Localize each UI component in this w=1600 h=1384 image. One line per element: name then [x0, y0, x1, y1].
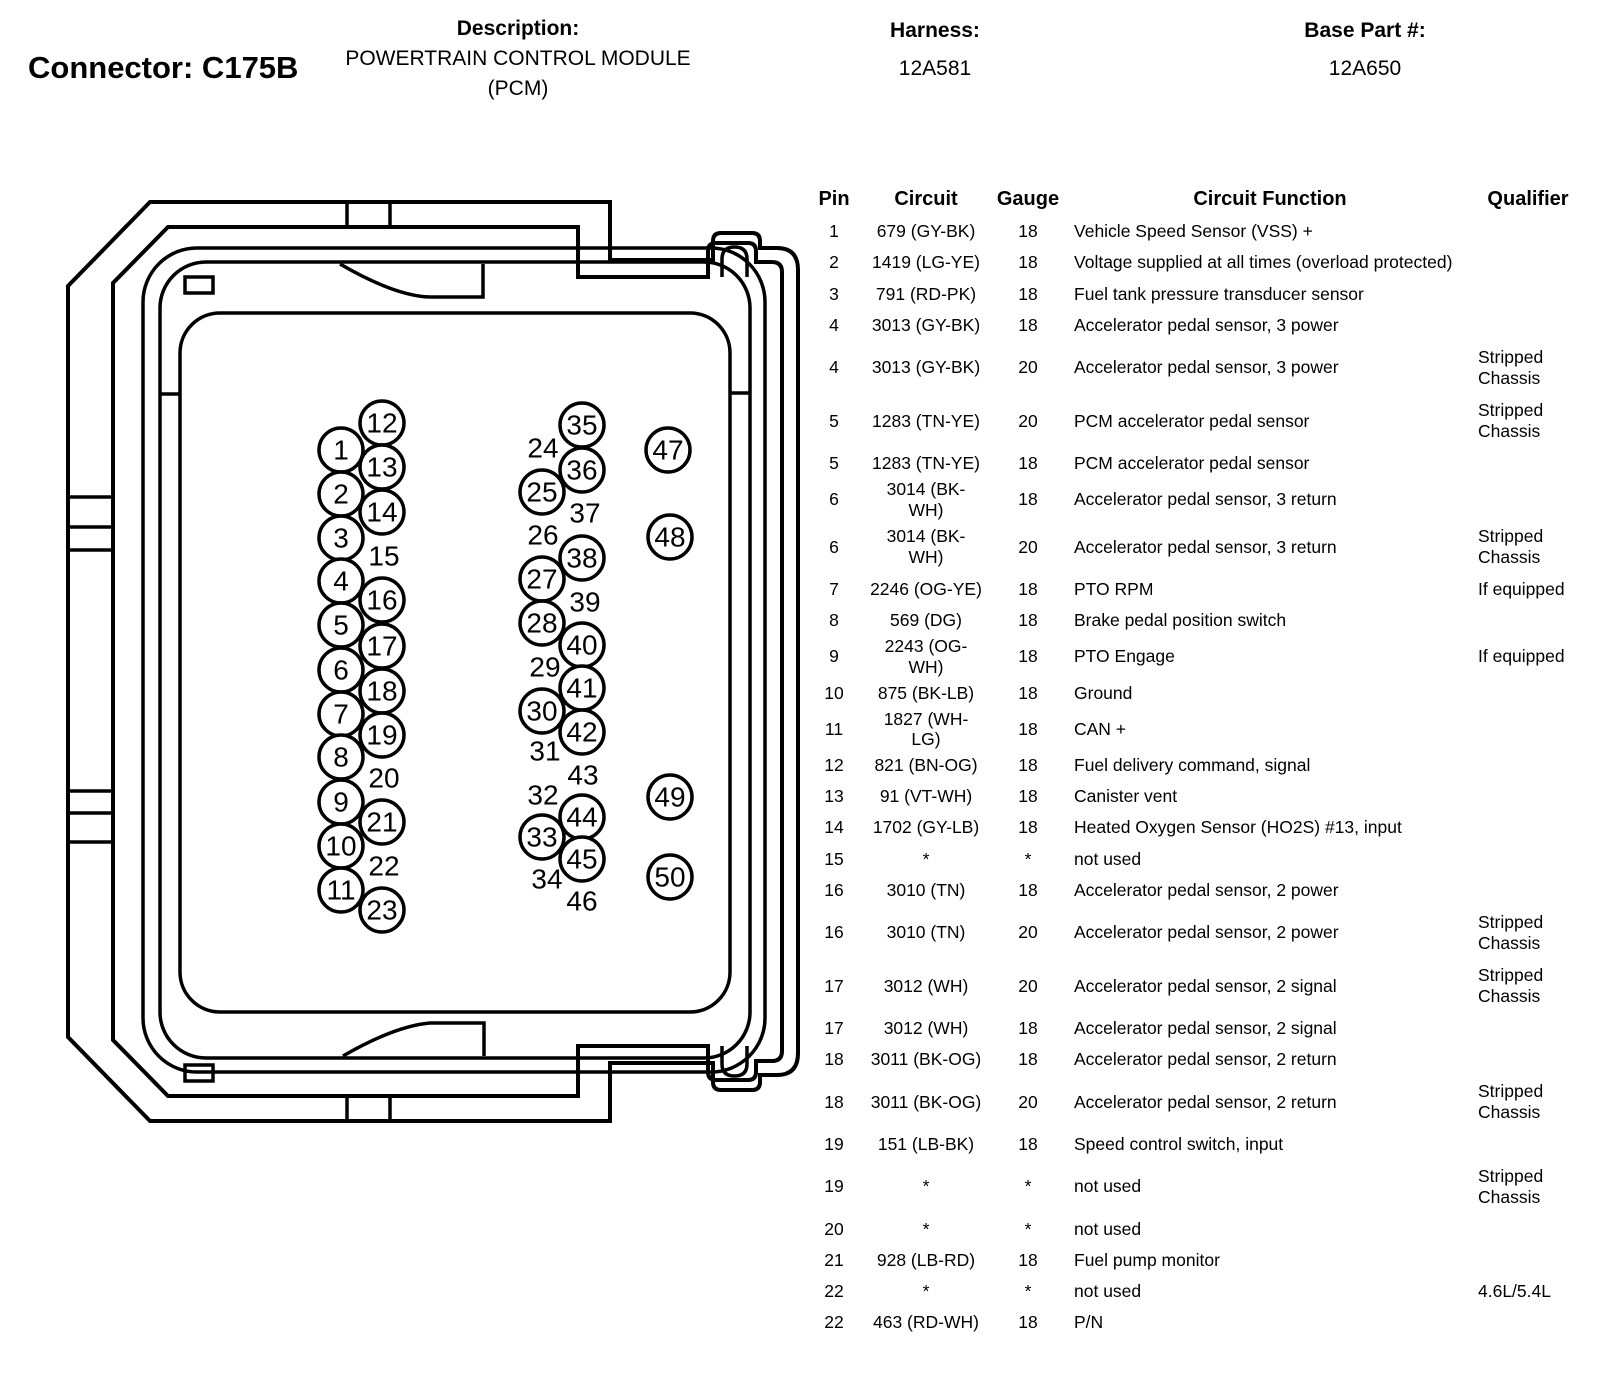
pin-number: 15 — [368, 540, 400, 572]
cell-pin: 5 — [829, 453, 839, 474]
cell-gauge: * — [1024, 1176, 1032, 1197]
table-row — [798, 520, 1600, 574]
pin-number: 11 — [326, 874, 356, 906]
column-header-circuit: Circuit — [894, 188, 958, 210]
pin-number: 46 — [566, 885, 598, 917]
cell-function: Speed control switch, input — [1074, 1133, 1284, 1154]
cell-gauge: 18 — [1018, 1312, 1038, 1333]
table-row — [798, 574, 1600, 605]
cell-function: Accelerator pedal sensor, 2 power — [1074, 922, 1339, 943]
key-pocket-top — [340, 264, 483, 297]
cell-circuit: 569 (DG) — [890, 610, 962, 631]
cell-gauge: 20 — [1018, 975, 1038, 996]
cell-pin: 6 — [829, 489, 839, 510]
connector-title: Connector: C175B — [28, 50, 299, 85]
pin-number: 18 — [366, 675, 398, 707]
pin-table-body — [798, 216, 1600, 1338]
table-row — [798, 247, 1600, 278]
cell-gauge: 20 — [1018, 410, 1038, 431]
pin-number: 10 — [325, 830, 357, 862]
column-header-pin: Pin — [818, 188, 850, 210]
cell-function: Fuel pump monitor — [1074, 1249, 1220, 1270]
table-row — [798, 1013, 1600, 1044]
pin-number: 22 — [368, 850, 400, 882]
cell-function: Accelerator pedal sensor, 2 signal — [1074, 1018, 1337, 1039]
cell-gauge: 18 — [1018, 755, 1038, 776]
table-row — [798, 479, 1600, 520]
cell-pin: 22 — [824, 1280, 844, 1301]
cell-qualifier: If equipped — [1478, 578, 1565, 599]
cell-pin: 17 — [824, 1018, 844, 1039]
cell-pin: 10 — [824, 682, 844, 703]
table-row — [798, 843, 1600, 874]
pin-table — [798, 183, 1600, 1338]
shell-inner — [160, 262, 750, 1058]
table-row — [798, 636, 1600, 677]
cell-pin: 7 — [829, 578, 839, 599]
pin-number: 50 — [654, 861, 686, 893]
pin-number: 8 — [333, 741, 349, 773]
cell-circuit: 1283 (TN-YE) — [872, 410, 980, 431]
description-value-line1: POWERTRAIN CONTROL MODULE — [345, 47, 691, 70]
pin-number: 35 — [566, 409, 598, 441]
table-row — [798, 781, 1600, 812]
cell-function: not used — [1074, 848, 1142, 869]
cell-circuit: 1827 (WH-LG) — [883, 708, 969, 750]
housing-inner-outline — [113, 227, 782, 1096]
cell-circuit: 91 (VT-WH) — [879, 786, 973, 807]
cell-pin: 14 — [824, 817, 844, 838]
description-value-line2: (PCM) — [487, 77, 549, 100]
cell-circuit: 3011 (BK-OG) — [870, 1091, 982, 1112]
cell-gauge: 18 — [1018, 718, 1038, 739]
base-part-label: Base Part #: — [1304, 19, 1426, 42]
cell-gauge: 20 — [1018, 1091, 1038, 1112]
pin-number: 32 — [527, 779, 559, 811]
cell-function: Brake pedal position switch — [1074, 610, 1287, 631]
pin-number: 44 — [566, 801, 598, 833]
pin-number: 29 — [529, 651, 561, 683]
cell-pin: 12 — [824, 755, 844, 776]
pin-markers — [319, 401, 692, 932]
table-row — [798, 1307, 1600, 1338]
cell-pin: 4 — [829, 357, 839, 378]
cell-circuit: 3012 (WH) — [883, 1018, 969, 1039]
cell-gauge: * — [1024, 848, 1032, 869]
cell-circuit: 463 (RD-WH) — [873, 1312, 979, 1333]
table-row — [798, 341, 1600, 395]
table-row — [798, 394, 1600, 448]
pin-number: 16 — [366, 584, 398, 616]
cell-pin: 18 — [824, 1049, 844, 1070]
table-row — [798, 906, 1600, 960]
cell-qualifier: Stripped Chassis — [1478, 965, 1544, 1007]
pin-cavity-outline — [180, 313, 730, 1012]
pin-number: 28 — [526, 607, 558, 639]
pin-number: 31 — [529, 735, 561, 767]
table-row — [798, 448, 1600, 479]
table-row — [798, 1044, 1600, 1075]
cell-circuit: 3014 (BK-WH) — [886, 526, 966, 567]
cell-function: Voltage supplied at all times (overload protected) — [1074, 252, 1453, 273]
cell-gauge: 18 — [1018, 283, 1038, 304]
cell-gauge: 20 — [1018, 536, 1038, 557]
cell-gauge: 18 — [1018, 817, 1038, 838]
cell-gauge: 20 — [1018, 357, 1038, 378]
cell-function: PTO RPM — [1074, 578, 1154, 599]
cell-function: Accelerator pedal sensor, 2 return — [1074, 1091, 1337, 1112]
cell-pin: 6 — [829, 536, 839, 557]
cell-pin: 3 — [829, 283, 839, 304]
pin-number: 25 — [526, 476, 558, 508]
cell-gauge: 18 — [1018, 221, 1038, 242]
housing-outer-outline — [68, 202, 798, 1121]
left-notch-lower — [68, 791, 113, 842]
cell-circuit: 821 (BN-OG) — [874, 755, 978, 776]
table-row — [798, 216, 1600, 247]
cell-circuit: 2246 (OG-YE) — [870, 578, 982, 599]
cell-function: Accelerator pedal sensor, 2 signal — [1074, 975, 1337, 996]
cell-circuit: 679 (GY-BK) — [876, 221, 976, 242]
table-row — [798, 310, 1600, 341]
pin-number: 4 — [333, 565, 349, 597]
ear-rect-top — [185, 277, 213, 293]
cell-function: Accelerator pedal sensor, 2 return — [1074, 1049, 1337, 1070]
cell-pin: 11 — [824, 718, 844, 739]
pin-number: 33 — [526, 821, 558, 853]
cell-qualifier: Stripped Chassis — [1478, 1165, 1544, 1207]
cell-pin: 19 — [824, 1176, 844, 1197]
pin-number: 26 — [527, 519, 559, 551]
cell-circuit: 2243 (OG-WH) — [884, 636, 968, 677]
cell-function: Accelerator pedal sensor, 2 power — [1074, 879, 1339, 900]
cell-circuit: * — [922, 848, 930, 869]
cell-circuit: 151 (LB-BK) — [877, 1133, 975, 1154]
cell-circuit: 1702 (GY-LB) — [872, 817, 980, 838]
pin-number: 48 — [654, 521, 686, 553]
cell-circuit: * — [922, 1280, 930, 1301]
pin-number: 24 — [527, 432, 559, 464]
cell-function: not used — [1074, 1176, 1142, 1197]
cell-function: Vehicle Speed Sensor (VSS) + — [1074, 221, 1313, 242]
pin-number: 21 — [366, 806, 398, 838]
cell-circuit: 3014 (BK-WH) — [886, 478, 966, 520]
cell-qualifier: Stripped Chassis — [1478, 526, 1544, 567]
pin-number: 40 — [566, 629, 598, 661]
table-row — [798, 959, 1600, 1013]
pin-number: 47 — [652, 434, 684, 466]
pin-number: 41 — [566, 672, 598, 704]
cell-gauge: 20 — [1018, 922, 1038, 943]
cell-gauge: 18 — [1018, 314, 1038, 335]
pin-table-header — [798, 183, 1600, 216]
cell-circuit: * — [922, 1218, 930, 1239]
table-row — [798, 677, 1600, 708]
cell-function: CAN + — [1074, 718, 1127, 739]
cell-circuit: 3010 (TN) — [886, 879, 966, 900]
table-row — [798, 278, 1600, 309]
pin-number: 36 — [566, 454, 598, 486]
table-row — [798, 1075, 1600, 1129]
cell-function: Ground — [1074, 682, 1133, 703]
pin-number: 42 — [566, 716, 598, 748]
cell-gauge: 18 — [1018, 578, 1038, 599]
cell-pin: 16 — [824, 879, 844, 900]
pin-number: 14 — [366, 496, 398, 528]
shell-outer — [143, 248, 765, 1072]
cell-circuit: 3012 (WH) — [883, 975, 969, 996]
cell-function: P/N — [1074, 1312, 1104, 1333]
cell-gauge: 18 — [1018, 453, 1038, 474]
cell-gauge: 18 — [1018, 646, 1038, 667]
cell-pin: 19 — [824, 1133, 844, 1154]
pin-number: 37 — [569, 497, 601, 529]
cell-pin: 9 — [829, 646, 839, 667]
cell-function: Canister vent — [1074, 786, 1178, 807]
cell-qualifier: Stripped Chassis — [1478, 911, 1544, 953]
pin-number: 45 — [566, 843, 598, 875]
cell-gauge: 18 — [1018, 682, 1038, 703]
cell-qualifier: Stripped Chassis — [1478, 400, 1544, 441]
table-row — [798, 812, 1600, 843]
pin-number: 6 — [333, 654, 349, 686]
cell-pin: 22 — [824, 1312, 844, 1333]
cell-circuit: 928 (LB-RD) — [876, 1249, 976, 1270]
base-part-value: 12A650 — [1328, 57, 1402, 80]
cell-pin: 17 — [824, 975, 844, 996]
cell-qualifier: Stripped Chassis — [1478, 346, 1544, 388]
cell-circuit: 875 (BK-LB) — [877, 682, 975, 703]
cell-gauge: 18 — [1018, 489, 1038, 510]
cell-gauge: 18 — [1018, 879, 1038, 900]
cell-pin: 1 — [829, 221, 839, 242]
cell-gauge: 18 — [1018, 1049, 1038, 1070]
pin-number: 49 — [654, 781, 686, 813]
pin-number: 27 — [526, 563, 558, 595]
cell-function: Heated Oxygen Sensor (HO2S) #13, input — [1074, 817, 1402, 838]
cell-circuit: * — [922, 1176, 930, 1197]
pin-number: 17 — [366, 630, 398, 662]
cell-function: PTO Engage — [1074, 646, 1175, 667]
cell-circuit: 3013 (GY-BK) — [871, 357, 981, 378]
harness-label: Harness: — [890, 19, 980, 42]
cell-qualifier: Stripped Chassis — [1478, 1081, 1544, 1122]
pin-number: 7 — [333, 698, 349, 730]
table-row — [798, 875, 1600, 906]
cell-function: not used — [1074, 1218, 1142, 1239]
pin-number: 2 — [333, 478, 349, 510]
cell-gauge: 18 — [1018, 1133, 1038, 1154]
pin-number: 30 — [526, 695, 558, 727]
cell-circuit: 791 (RD-PK) — [875, 283, 977, 304]
harness-value: 12A581 — [898, 57, 972, 80]
key-pocket-bottom — [343, 1023, 484, 1056]
table-row — [798, 1276, 1600, 1307]
cell-pin: 2 — [829, 252, 839, 273]
pin-number: 38 — [566, 542, 598, 574]
cell-pin: 20 — [824, 1218, 844, 1239]
cell-pin: 13 — [824, 786, 844, 807]
cell-function: Accelerator pedal sensor, 3 power — [1074, 314, 1339, 335]
cell-function: Accelerator pedal sensor, 3 return — [1074, 536, 1337, 557]
cell-gauge: * — [1024, 1218, 1032, 1239]
cell-gauge: 18 — [1018, 610, 1038, 631]
cell-pin: 15 — [824, 848, 844, 869]
table-row — [798, 1129, 1600, 1160]
pin-number: 3 — [333, 522, 349, 554]
cell-qualifier: 4.6L/5.4L — [1478, 1280, 1551, 1301]
cell-pin: 5 — [829, 410, 839, 431]
pin-number: 34 — [531, 863, 563, 895]
cell-circuit: 3013 (GY-BK) — [871, 314, 981, 335]
cell-qualifier: If equipped — [1478, 646, 1565, 667]
table-row — [798, 1213, 1600, 1244]
left-notch-upper — [68, 497, 113, 550]
pin-number: 1 — [333, 434, 349, 466]
table-row — [798, 605, 1600, 636]
table-row — [798, 1160, 1600, 1214]
cell-function: not used — [1074, 1280, 1142, 1301]
pin-number: 20 — [368, 762, 400, 794]
pin-number: 19 — [366, 719, 398, 751]
pin-number: 43 — [567, 759, 599, 791]
pin-number: 23 — [366, 894, 398, 926]
cell-pin: 4 — [829, 314, 839, 335]
column-header-function: Circuit Function — [1193, 188, 1347, 210]
pin-number: 39 — [569, 586, 601, 618]
cell-function: Fuel delivery command, signal — [1074, 755, 1311, 776]
description-label: Description: — [456, 17, 580, 40]
table-row — [798, 1245, 1600, 1276]
cell-function: Accelerator pedal sensor, 3 power — [1074, 357, 1339, 378]
pin-number: 12 — [366, 407, 398, 439]
table-row — [798, 750, 1600, 781]
cell-function: Accelerator pedal sensor, 3 return — [1074, 489, 1337, 510]
cell-function: Fuel tank pressure transducer sensor — [1074, 283, 1364, 304]
cell-pin: 18 — [824, 1091, 844, 1112]
pin-number: 13 — [366, 451, 398, 483]
column-header-gauge: Gauge — [996, 188, 1060, 210]
column-header-qualifier: Qualifier — [1487, 188, 1569, 210]
cell-function: PCM accelerator pedal sensor — [1074, 410, 1310, 431]
cell-gauge: 18 — [1018, 1018, 1038, 1039]
cell-gauge: * — [1024, 1280, 1032, 1301]
cell-circuit: 1419 (LG-YE) — [872, 252, 980, 273]
cell-circuit: 3011 (BK-OG) — [870, 1049, 982, 1070]
cavity-ticks — [160, 393, 750, 394]
table-row — [798, 709, 1600, 750]
cell-pin: 16 — [824, 922, 844, 943]
cell-pin: 8 — [829, 610, 839, 631]
cell-gauge: 18 — [1018, 786, 1038, 807]
cell-gauge: 18 — [1018, 1249, 1038, 1270]
cell-pin: 21 — [824, 1249, 844, 1270]
pin-number: 9 — [333, 786, 349, 818]
cell-circuit: 1283 (TN-YE) — [872, 453, 980, 474]
pin-number: 5 — [333, 609, 349, 641]
cell-function: PCM accelerator pedal sensor — [1074, 453, 1310, 474]
cell-gauge: 18 — [1018, 252, 1038, 273]
cell-circuit: 3010 (TN) — [886, 922, 966, 943]
